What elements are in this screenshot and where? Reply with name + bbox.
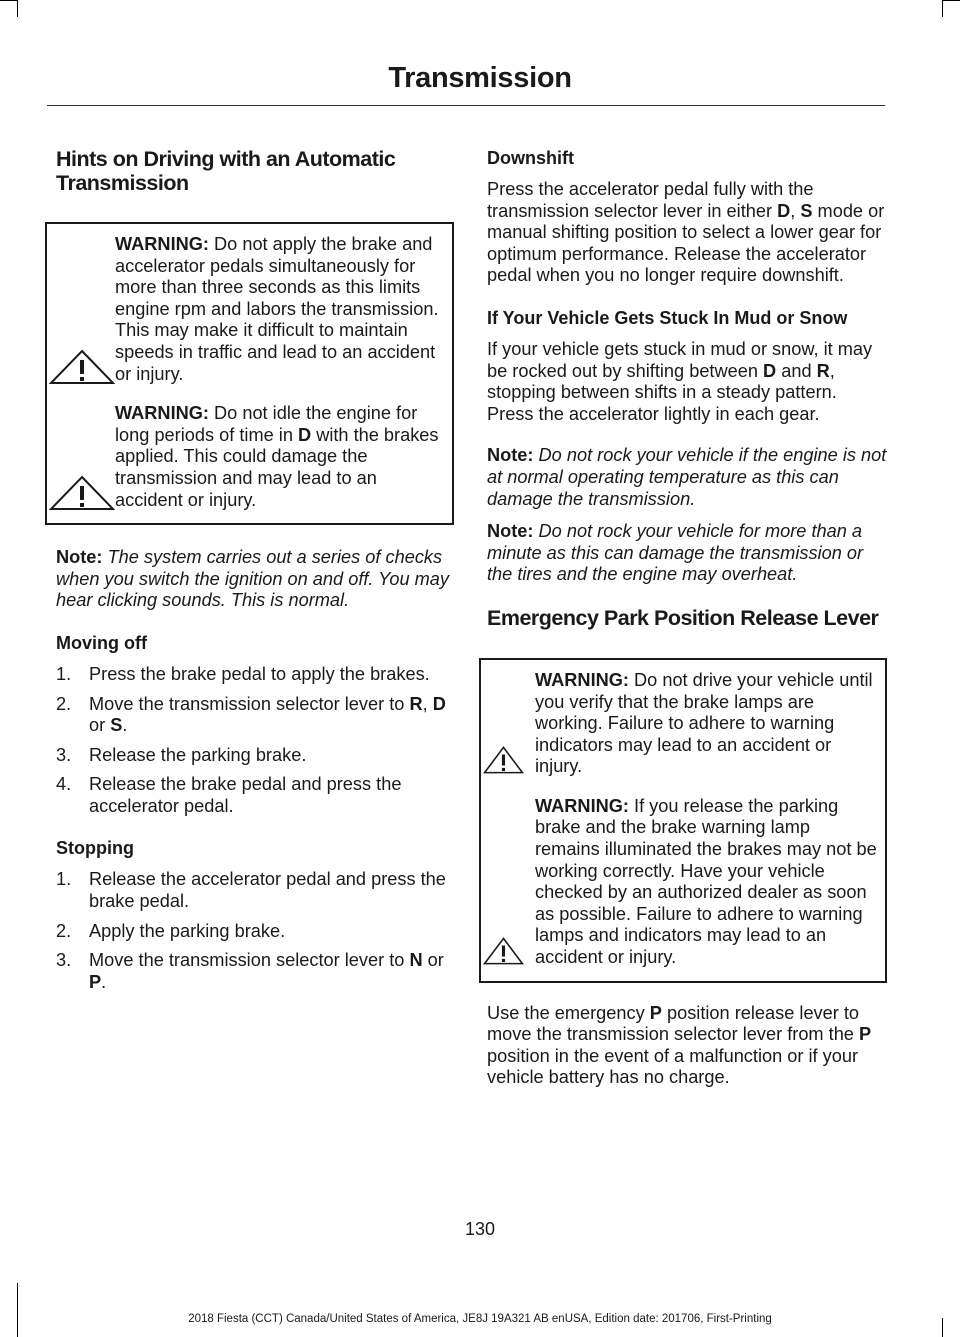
gear-letter: P [858,1024,872,1045]
stuck-paragraph [487,339,887,425]
warning-box [479,658,887,983]
gear-letter: R [816,360,830,381]
note-label: Note: [487,521,534,542]
warning-label: WARNING: [535,795,629,816]
step-number: 3. [56,950,72,971]
step-text-part: , [422,693,433,714]
paragraph-text: and [776,360,817,381]
list-item [56,774,454,817]
crop-mark [942,0,943,17]
paragraph-text: position release lever to move the transmission selector lever from the [487,1002,860,1045]
step-number: 1. [56,869,72,890]
list-item [56,694,454,737]
step-text-part: Move the transmission selector lever to [89,950,410,971]
subheading-stuck: If Your Vehicle Gets Stuck In Mud or Snow [487,307,848,328]
warning-label: WARNING: [115,403,209,424]
subheading-stopping: Stopping [56,838,134,859]
step-text-part: . [122,715,128,736]
stopping-steps [56,869,454,993]
warning-text: If you release the parking brake and the brake warning lamp remains illuminated the brakes may not be working correctly. Have your vehicle checked by an authorized dealer as soon as possible. Failure to adhere to warning lamps and indicators may lead to an accident or injury. [535,795,877,968]
paragraph-text: , [790,200,801,221]
gear-letter: D [777,200,791,221]
note [56,547,454,612]
gear-letter: R [409,693,423,714]
step-text: Release the parking brake. [89,744,307,765]
step-number: 2. [56,920,72,941]
step-text: Press the brake pedal to apply the brakes. [89,663,430,684]
warning-triangle-icon [49,349,115,385]
note [487,445,887,510]
warning-triangle-icon [49,475,115,511]
step-number: 1. [56,663,72,684]
page-number: 130 [464,1219,496,1239]
page-header-title: Transmission [388,62,572,94]
step-text-part: . [101,971,107,992]
note-label: Note: [56,547,103,568]
gear-letter: S [800,200,813,221]
crop-mark [17,0,18,17]
note [487,521,887,586]
step-text: Release the accelerator pedal and press the brake pedal. [89,869,446,912]
warning-label: WARNING: [535,669,629,690]
crop-mark [17,1283,18,1337]
gear-letter: D [763,360,777,381]
step-text [89,950,454,993]
footer-edition-text: 2018 Fiesta (CCT) Canada/United States of America, JE8J 19A321 AB enUSA, Edition date: 201706, First-Printing [188,1313,772,1325]
header-divider [47,105,885,106]
note-text: Do not rock your vehicle for more than a minute as this can damage the transmission or the tires and the engine may overheat. [487,521,864,585]
warning-text: Do not idle the engine for long periods of time in [115,403,418,445]
list-item [56,869,454,912]
list-item [56,921,454,943]
crop-mark [943,0,960,1]
warning-text: Do not drive your vehicle until you verify that the brake lamps are working. Failure to adhere to warning indicators may lead to an accident or injury. [535,669,873,777]
warning-text: Do not apply the brake and accelerator pedals simultaneously for more than three seconds as this limits engine rpm and labors the transmission. This may make it difficult to maintain speeds in traffic and lead to an accident or injury. [115,234,439,384]
warning-item [47,234,446,385]
section-title-emergency: Emergency Park Position Release Lever [487,605,879,630]
warning-item [481,796,879,969]
list-item [56,664,454,686]
note-text: Do not rock your vehicle if the engine is not at normal operating temperature as this can damage the transmission. [487,445,887,509]
paragraph-text: Press the accelerator pedal fully with the transmission selector lever in either [487,179,814,221]
subheading-moving-off: Moving off [56,632,147,653]
crop-mark [0,0,17,1]
section-title-hints: Hints on Driving with an Automatic Transmission [56,147,396,195]
step-text-part: Move the transmission selector lever to [89,693,410,714]
step-number: 2. [56,693,72,714]
warning-triangle-icon [483,933,535,969]
gear-letter: D [298,424,312,445]
list-item [56,745,454,767]
gear-letter: S [110,715,123,736]
note-label: Note: [487,445,534,466]
step-text-part: or [422,950,444,971]
warning-item [47,403,446,511]
step-text-part: or [89,715,111,736]
warning-box [45,222,454,525]
paragraph-text: position in the event of a malfunction or if your vehicle battery has no charge. [487,1045,859,1088]
emergency-paragraph [487,1003,887,1089]
list-item [56,950,454,993]
note-text: The system carries out a series of checks when you switch the ignition on and off. You may hear clicking sounds. This is normal. [56,547,449,611]
step-text: Release the brake pedal and press the accelerator pedal. [89,774,402,816]
step-text [89,694,454,737]
warning-label: WARNING: [115,234,209,254]
step-number: 3. [56,744,72,765]
gear-letter: P [89,971,102,992]
subheading-downshift: Downshift [487,148,574,168]
paragraph-text: If your vehicle gets stuck in mud or snow, it may be rocked out by shifting between [487,338,873,381]
left-column [56,147,454,1013]
warning-item [481,670,879,778]
paragraph-text: , stopping between shifts in a steady pattern. Press the accelerator lightly in each gear. [487,360,837,424]
warning-triangle-icon [483,742,535,778]
step-text: Apply the parking brake. [89,920,286,941]
paragraph-text: Use the emergency [487,1002,650,1023]
step-number: 4. [56,774,72,795]
gear-letter: P [649,1002,662,1023]
paragraph-text: mode or manual shifting position to select a lower gear for optimum performance. Release the accelerator pedal when you no longer require downshift. [487,200,885,286]
gear-letter: N [409,950,423,971]
warning-text: with the brakes applied. This could damage the transmission and may lead to an accident or injury. [115,424,439,510]
right-column [487,147,887,1109]
downshift-paragraph [487,179,887,287]
moving-off-steps [56,664,454,818]
gear-letter: D [432,693,446,714]
